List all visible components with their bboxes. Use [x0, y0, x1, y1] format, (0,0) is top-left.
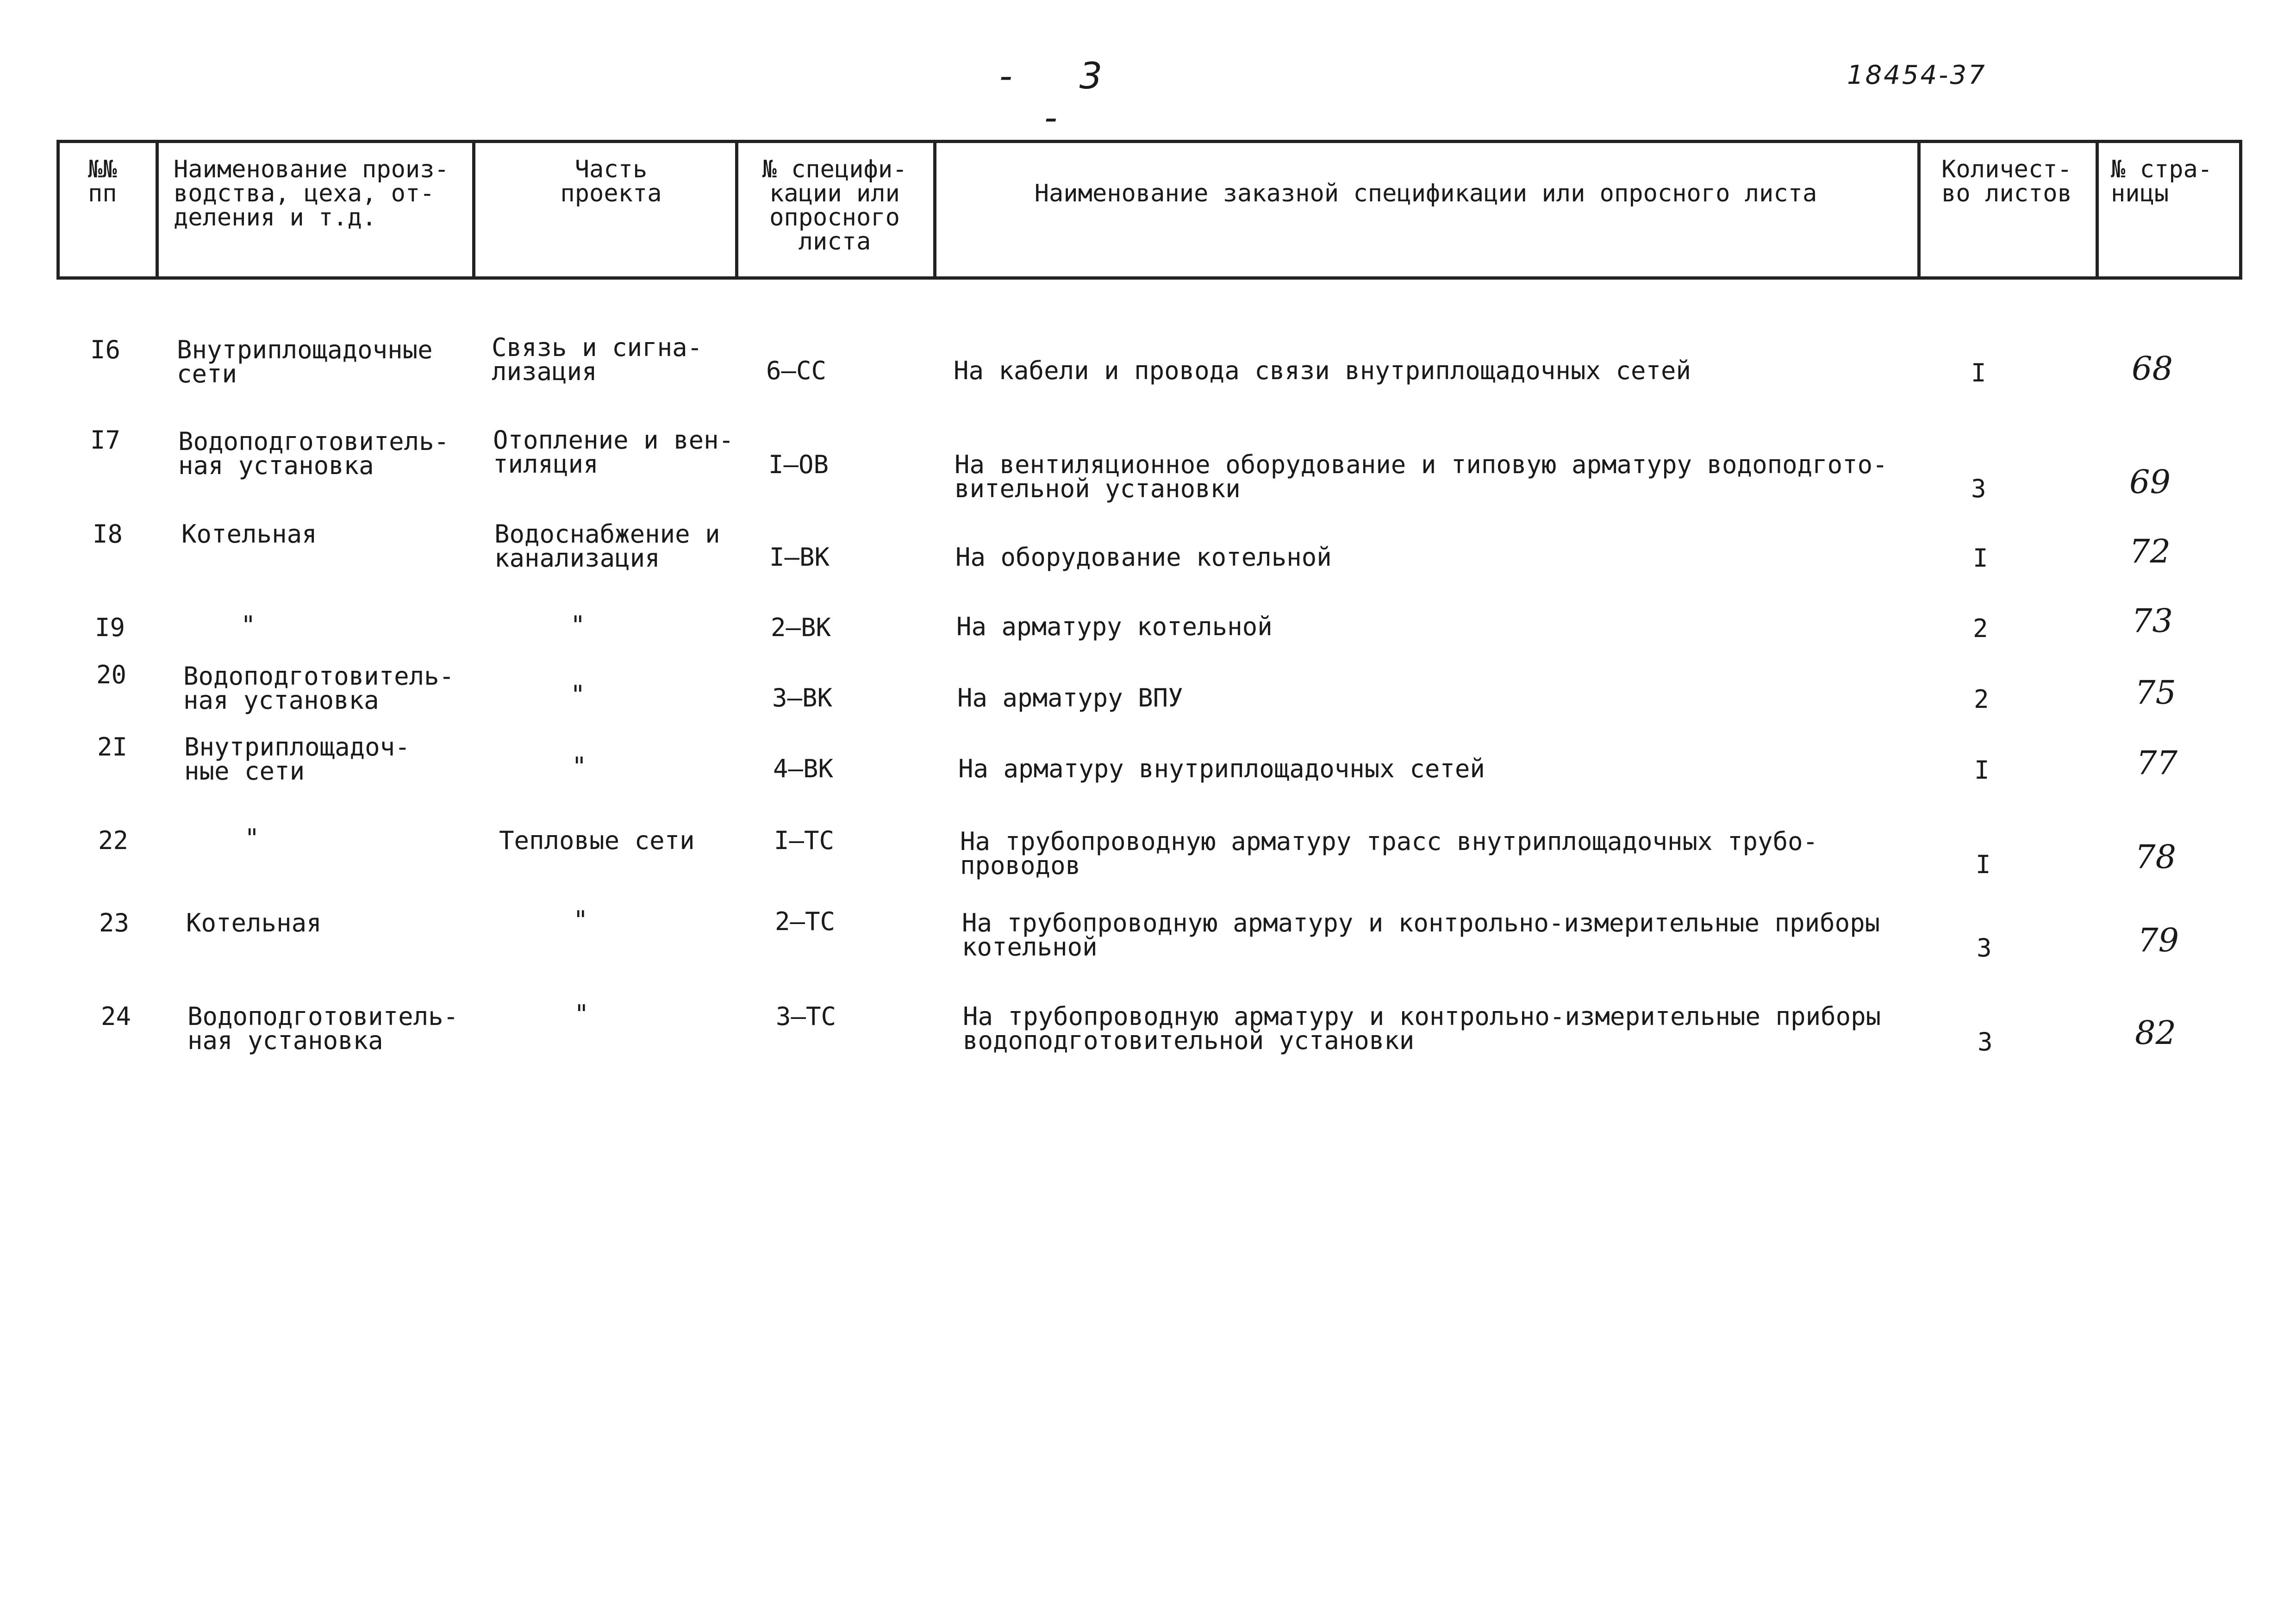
column-divider [56, 140, 60, 280]
row-division: Водоподготовитель- ная установка [187, 1002, 459, 1055]
row-name: На трубопроводную арматуру и контрольно-измерительные приборы котельной [962, 908, 1880, 962]
row-spec: I–ВК [769, 543, 830, 572]
header-name: Наименование заказной спецификации или опросного листа [1034, 180, 1817, 207]
column-divider [2239, 140, 2242, 280]
header-num: №№ пп [88, 156, 117, 207]
row-number: I7 [90, 425, 121, 455]
row-number: 22 [98, 826, 129, 855]
row-number: I9 [95, 613, 125, 642]
row-spec: 2–ВК [771, 613, 831, 642]
row-sheets: 2 [1973, 614, 1988, 643]
row-sheets: 3 [1971, 474, 1986, 503]
column-divider [2096, 140, 2099, 280]
row-page: 75 [2135, 674, 2177, 712]
row-sheets: I [1974, 756, 1990, 785]
row-name: На арматуру ВПУ [957, 683, 1183, 712]
row-part: Водоснабжение и канализация [494, 519, 720, 573]
row-page: 69 [2129, 463, 2171, 501]
row-sheets: 3 [1978, 1027, 1993, 1056]
row-part: " [574, 999, 589, 1029]
row-sheets: 2 [1974, 685, 1989, 714]
document-code: 18454-37 [1847, 60, 1987, 90]
row-number: 24 [101, 1002, 131, 1031]
row-spec: 4–ВК [773, 754, 834, 783]
row-division: " [244, 824, 260, 853]
row-sheets: I [1976, 850, 1991, 879]
column-divider [735, 140, 738, 280]
row-number: 23 [99, 908, 130, 937]
page-number: - 3 - [999, 56, 1130, 139]
column-divider [156, 140, 159, 280]
row-spec: 6–СС [766, 356, 827, 385]
row-part: " [573, 906, 588, 935]
row-sheets: 3 [1977, 933, 1992, 962]
row-spec: I–ОВ [768, 450, 829, 479]
row-spec: 3–ВК [772, 683, 833, 712]
row-division: " [241, 611, 256, 640]
header-sheets: Количест- во листов [1941, 156, 2072, 207]
row-page: 72 [2129, 532, 2171, 570]
column-divider [472, 140, 475, 280]
row-division: Котельная [186, 908, 322, 937]
row-division: Котельная [181, 519, 317, 549]
row-spec: 3–ТС [776, 1002, 836, 1031]
row-division: Водоподготовитель- ная установка [183, 662, 455, 715]
row-page: 78 [2135, 838, 2177, 876]
row-page: 79 [2138, 921, 2179, 959]
row-name: На арматуру внутриплощадочных сетей [958, 754, 1485, 783]
column-divider [933, 140, 936, 280]
row-name: На арматуру котельной [956, 612, 1273, 641]
row-name: На кабели и провода связи внутриплощадочных сетей [954, 356, 1691, 385]
row-name: На оборудование котельной [955, 543, 1332, 572]
row-part: " [570, 680, 586, 709]
row-number: 2I [97, 732, 128, 762]
row-name: На трубопроводную арматуру трасс внутриплощадочных трубо- проводов [960, 827, 1818, 880]
header-page: № стра- ницы [2111, 156, 2213, 207]
row-part: Тепловые сети [499, 826, 695, 855]
column-divider [1917, 140, 1921, 280]
row-division: Внутриплощадочные сети [177, 335, 433, 388]
row-part: " [570, 611, 586, 640]
row-page: 77 [2136, 744, 2178, 782]
header-division: Наименование произ- водства, цеха, от- деления и т.д. [174, 156, 449, 231]
row-part: Связь и сигна- лизация [492, 333, 703, 386]
row-number: 20 [96, 660, 127, 689]
row-name: На вентиляционное оборудование и типовую арматуру водоподгото- вительной установки [955, 450, 1888, 503]
row-sheets: I [1973, 543, 1988, 573]
row-name: На трубопроводную арматуру и контрольно-измерительные приборы водоподготовительной установки [963, 1002, 1881, 1055]
row-part: Отопление и вен- тиляция [493, 425, 734, 479]
row-spec: I–ТС [774, 826, 835, 855]
row-division: Внутриплощадоч- ные сети [184, 732, 410, 786]
row-spec: 2–ТС [775, 907, 836, 936]
row-page: 82 [2135, 1014, 2177, 1052]
header-spec: № специфи- кации или опросного листа [762, 156, 907, 256]
row-page: 68 [2132, 350, 2173, 387]
row-number: I8 [93, 519, 123, 549]
row-number: I6 [90, 335, 121, 364]
row-part: " [572, 752, 587, 781]
row-sheets: I [1971, 358, 1986, 387]
row-division: Водоподготовитель- ная установка [178, 427, 449, 480]
header-part: Часть проекта [560, 156, 662, 207]
row-page: 73 [2132, 602, 2173, 640]
